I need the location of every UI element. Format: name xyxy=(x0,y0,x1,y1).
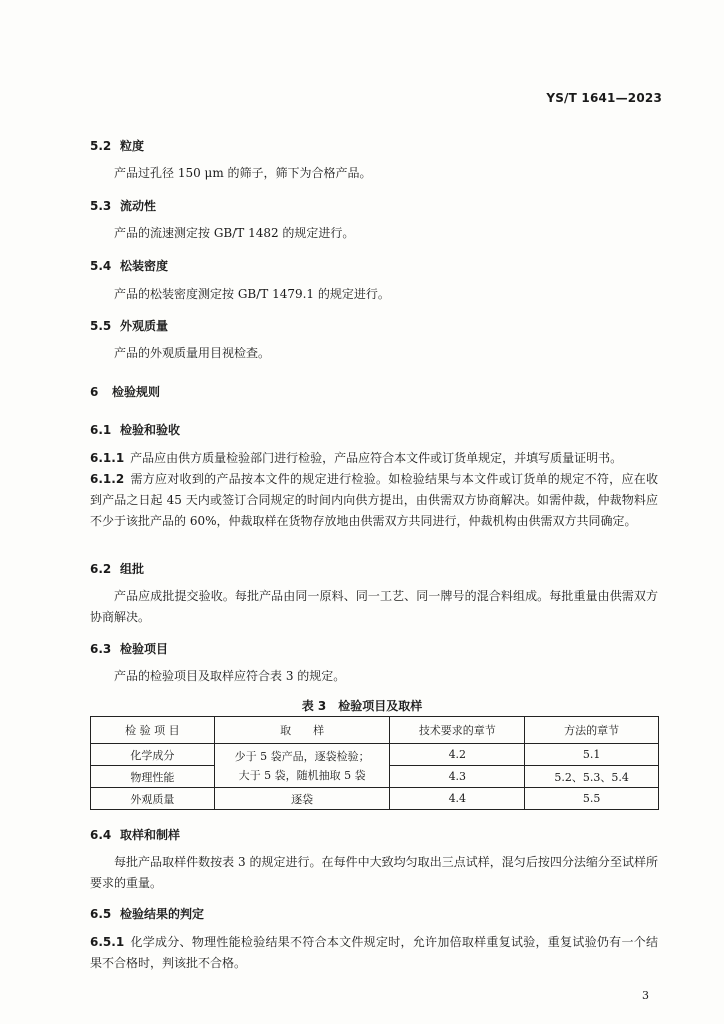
table-cell-sampling-merged xyxy=(214,744,390,788)
table-cell-method: 5.5 xyxy=(525,788,659,810)
section-title: 粒度 xyxy=(120,139,145,153)
clause-text: 化学成分、物理性能检验结果不符合本文件规定时，允许加倍取样重复试验，重复试验仍有一个结果不合格时，判该批不合格。 xyxy=(90,935,658,970)
section-heading-6-4 xyxy=(90,826,180,843)
table-header-cell: 取 样 xyxy=(214,717,390,744)
section-heading-5-3 xyxy=(90,197,156,214)
clause-number: 6.5.1 xyxy=(90,935,125,949)
section-title: 松装密度 xyxy=(120,259,169,273)
clause-text: 需方应对收到的产品按本文件的规定进行检验。如检验结果与本文件或订货单的规定不符，应在收到产品之日起 45 天内或签订合同规定的时间内向供方提出，由供需双方协商解决。如需仲裁，仲裁物料应不少于该批产品的 60%，仲裁取样在货物存放地由供需双方共同进行，仲裁机构由供需双方共同确定。 xyxy=(90,472,658,528)
table-cell-requirement: 4.3 xyxy=(390,766,525,788)
page-number: 3 xyxy=(642,989,649,1002)
table-cell-item: 化学成分 xyxy=(91,744,215,766)
section-body-5-4: 产品的松装密度测定按 GB/T 1479.1 的规定进行。 xyxy=(114,287,390,301)
section-heading-6-1 xyxy=(90,421,180,438)
table-title: 表 3 检验项目及取样 xyxy=(301,699,423,713)
clause-6-1-1 xyxy=(90,448,658,469)
section-heading-5-5 xyxy=(90,317,168,334)
section-number: 6.1 xyxy=(90,423,112,437)
table-cell-sampling: 逐袋 xyxy=(214,788,390,810)
section-number: 5.3 xyxy=(90,199,112,213)
chapter-number: 6 xyxy=(90,385,99,399)
section-heading-5-2 xyxy=(90,137,144,154)
clause-number: 6.1.2 xyxy=(90,472,125,486)
sampling-line-1: 少于 5 袋产品，逐袋检验； xyxy=(234,749,370,763)
clause-number: 6.1.1 xyxy=(90,451,125,465)
table-cell-item: 物理性能 xyxy=(91,766,215,788)
section-number: 6.2 xyxy=(90,562,112,576)
section-title: 检验项目 xyxy=(120,642,169,656)
clause-6-5-1 xyxy=(90,932,658,974)
section-title: 检验结果的判定 xyxy=(120,907,205,921)
section-number: 5.4 xyxy=(90,259,112,273)
table-cell-method: 5.1 xyxy=(525,744,659,766)
section-heading-6-3 xyxy=(90,640,168,657)
section-body-6-4: 每批产品取样件数按表 3 的规定进行。在每件中大致均匀取出三点试样，混匀后按四分法缩分至试样所要求的重量。 xyxy=(90,855,658,890)
table-row xyxy=(91,744,659,766)
table-header-row xyxy=(91,717,659,744)
standard-code: YS/T 1641—2023 xyxy=(546,91,662,105)
section-number: 6.3 xyxy=(90,642,112,656)
clause-text: 产品应由供方质量检验部门进行检验，产品应符合本文件或订货单规定，并填写质量证明书。 xyxy=(130,451,623,465)
table-cell-method: 5.2、5.3、5.4 xyxy=(525,766,659,788)
section-title: 取样和制样 xyxy=(120,828,181,842)
clause-6-1-2 xyxy=(90,469,658,532)
section-body-6-3: 产品的检验项目及取样应符合表 3 的规定。 xyxy=(114,669,346,683)
section-body-5-5: 产品的外观质量用目视检查。 xyxy=(114,346,271,360)
section-title: 外观质量 xyxy=(120,319,169,333)
table-cell-requirement: 4.4 xyxy=(390,788,525,810)
section-heading-5-4 xyxy=(90,257,168,274)
table-cell-item: 外观质量 xyxy=(91,788,215,810)
section-heading-6-2 xyxy=(90,560,144,577)
table-header-cell: 检 验 项 目 xyxy=(91,717,215,744)
table-cell-requirement: 4.2 xyxy=(390,744,525,766)
section-body-5-3: 产品的流速测定按 GB/T 1482 的规定进行。 xyxy=(114,226,355,240)
table-header-cell: 技术要求的章节 xyxy=(390,717,525,744)
section-number: 6.5 xyxy=(90,907,112,921)
table-row xyxy=(91,788,659,810)
sampling-line-2: 大于 5 袋，随机抽取 5 袋 xyxy=(238,768,366,782)
section-heading-6-5 xyxy=(90,905,204,922)
inspection-table xyxy=(90,716,659,810)
section-body-5-2: 产品过孔径 150 μm 的筛子，筛下为合格产品。 xyxy=(114,166,372,180)
section-title: 组批 xyxy=(120,562,145,576)
chapter-title: 检验规则 xyxy=(112,385,161,399)
section-title: 流动性 xyxy=(120,199,157,213)
section-number: 6.4 xyxy=(90,828,112,842)
section-number: 5.2 xyxy=(90,139,112,153)
table-header-cell: 方法的章节 xyxy=(525,717,659,744)
section-body-6-2: 产品应成批提交验收。每批产品由同一原料、同一工艺、同一牌号的混合料组成。每批重量由供需双方协商解决。 xyxy=(90,589,658,624)
section-number: 5.5 xyxy=(90,319,112,333)
chapter-heading-6 xyxy=(90,383,160,400)
section-title: 检验和验收 xyxy=(120,423,181,437)
